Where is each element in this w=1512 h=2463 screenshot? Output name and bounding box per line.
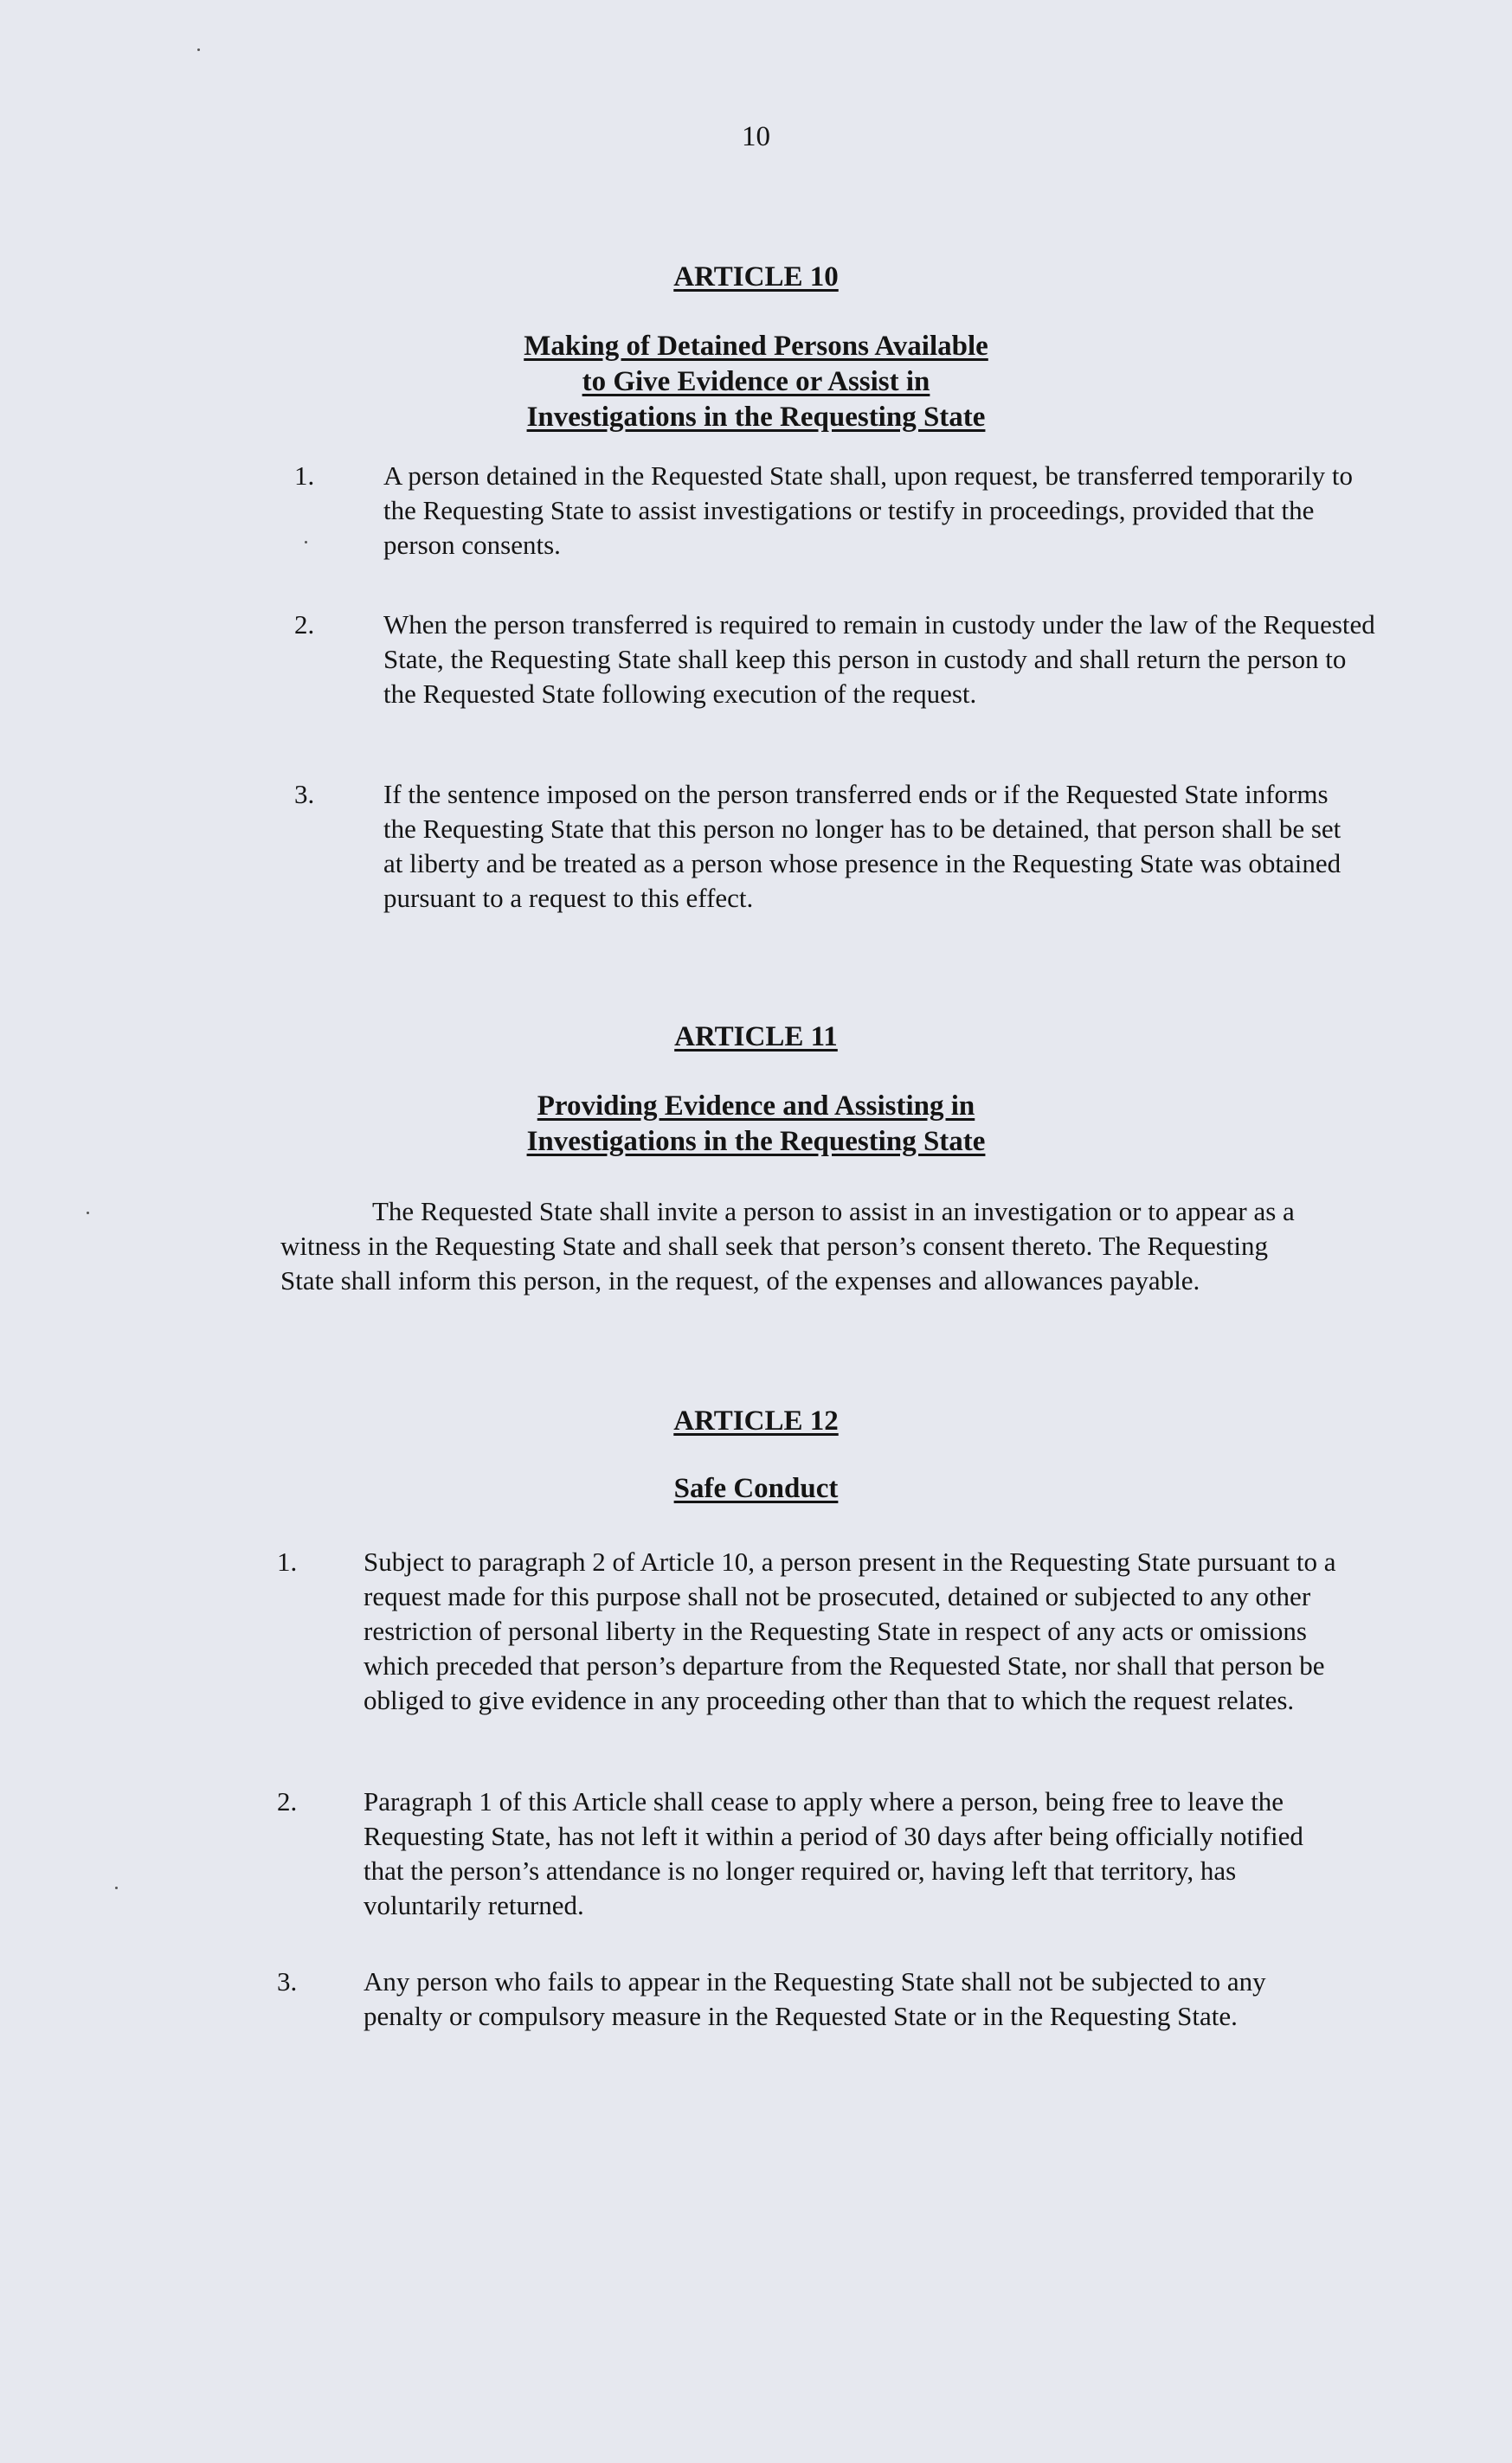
article-11-title-line-2: Investigations in the Requesting State: [526, 1126, 986, 1157]
item-text: Any person who fails to appear in the Requesting State shall not be subjected to any penalty or compulsory measure in the Requested State or in the Requesting State.: [364, 1966, 1266, 2031]
item-number: 3.: [277, 1966, 298, 1997]
article-10-title-line-3: Investigations in the Requesting State: [526, 402, 986, 433]
item-number: 1.: [277, 1547, 298, 1577]
article-12-heading: ARTICLE 12: [673, 1405, 839, 1437]
article-10-heading: ARTICLE 10: [673, 261, 839, 293]
article-11-heading: ARTICLE 11: [674, 1021, 838, 1052]
item-text: Subject to paragraph 2 of Article 10, a person present in the Requesting State pursuant to a request made for this purpose shall not be prosecuted, detained or subjected to any other restriction of personal liberty in the Requesting State in respect of any acts or omissions which preceded that person’s departure from the Requested State, nor shall that person be obliged to give evidence in any proceeding other than that to which the request relates.: [364, 1547, 1336, 1715]
article-11-paragraph: The Requested State shall invite a person to assist in an investigation or to appear as a witness in the Requesting State and shall seek that person’s consent thereto. The Requesting State shall inform this person, in the request, of the expenses and allowances payable.: [280, 1196, 1295, 1296]
item-text: Paragraph 1 of this Article shall cease to apply where a person, being free to leave the Requesting State, has not left it within a period of 30 days after being officially notified that the person’s attendance is no longer required or, having left that territory, has voluntarily returned.: [364, 1786, 1303, 1920]
scan-speck: [197, 48, 200, 51]
article-11-title-line-1: Providing Evidence and Assisting in: [537, 1090, 975, 1122]
article-10-title-line-1: Making of Detained Persons Available: [524, 331, 988, 362]
item-text: A person detained in the Requested State shall, upon request, be transferred temporarily to the Requesting State to assist investigations or testify in proceedings, provided that the person consents.: [383, 460, 1353, 560]
article-12-title: Safe Conduct: [673, 1473, 839, 1504]
page-number: 10: [742, 121, 770, 152]
item-number: 1.: [294, 460, 315, 491]
item-number: 3.: [294, 779, 315, 809]
item-number: 2.: [277, 1786, 298, 1817]
scan-speck: [305, 541, 307, 543]
item-text: If the sentence imposed on the person transferred ends or if the Requested State informs the Requesting State that this person no longer has to be detained, that person shall be set at liberty and be treated as a person whose presence in the Requesting State was obtained pursuant to a request to this effect.: [383, 779, 1341, 913]
scan-speck: [87, 1212, 89, 1214]
scan-speck: [115, 1887, 118, 1889]
item-number: 2.: [294, 609, 315, 640]
item-text: When the person transferred is required to remain in custody under the law of the Requested State, the Requesting State shall keep this person in custody and shall return the person to the Requested State following execution of the request.: [383, 609, 1375, 709]
article-10-title-line-2: to Give Evidence or Assist in: [582, 366, 930, 397]
